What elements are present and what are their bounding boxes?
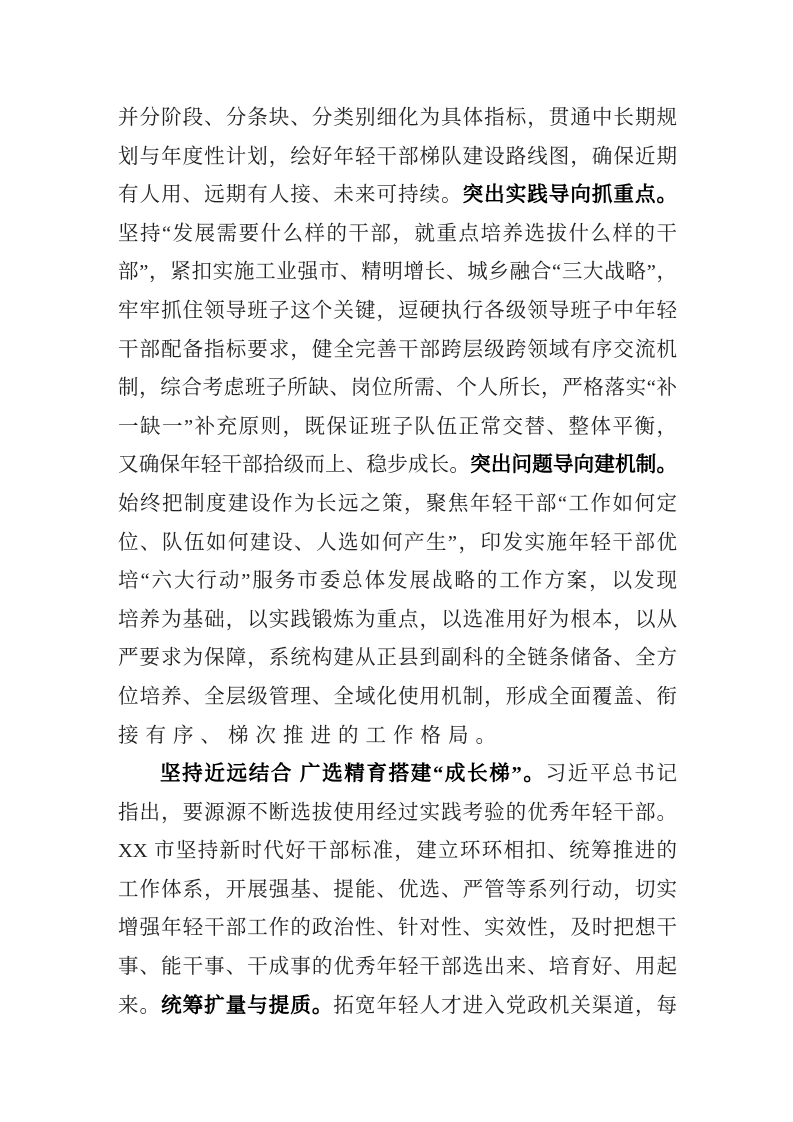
body-text: 部”，紧扣实施工业强市、精明增长、城乡融合“三大战略”，	[118, 261, 677, 284]
text-line	[118, 717, 677, 756]
text-line	[118, 99, 677, 138]
text-line	[118, 601, 677, 640]
body-text: 严要求为保障，系统构建从正县到副科的全链条储备、全方	[118, 647, 677, 670]
body-text: 培“六大行动”服务市委总体发展战略的工作方案，以发现	[118, 570, 677, 593]
body-text: 事、能干事、干成事的优秀年轻干部选出来、培育好、用起	[118, 956, 677, 979]
text-line	[118, 176, 677, 215]
text-line	[118, 909, 677, 948]
body-text: 来。	[118, 994, 162, 1017]
body-text: 划与年度性计划，绘好年轻干部梯队建设路线图，确保近期	[118, 145, 677, 168]
body-text: 并分阶段、分条块、分类别细化为具体指标，贯通中长期规	[118, 107, 677, 129]
body-text: 又确保年轻干部拾级而上、稳步成长。	[118, 454, 471, 477]
body-text: 指出，要源源不断选拔使用经过实践考验的优秀年轻干部。	[118, 801, 677, 824]
text-line	[118, 215, 677, 254]
text-line	[118, 948, 677, 987]
body-text: 拓宽年轻人才进入党政机关渠道，每	[333, 994, 678, 1017]
body-text: 始终把制度建设作为长远之策，聚焦年轻干部“工作如何定	[118, 492, 677, 515]
text-line	[118, 987, 677, 1026]
text-line	[118, 524, 677, 563]
body-text: 培养为基础，以实践锻炼为重点，以选准用好为根本，以从	[118, 608, 677, 631]
text-line	[118, 755, 677, 794]
body-text: 干部配备指标要求，健全完善干部跨层级跨领域有序交流机	[118, 338, 677, 361]
text-line	[118, 331, 677, 370]
text-line	[118, 832, 677, 871]
body-text: 位培养、全层级管理、全域化使用机制，形成全面覆盖、衔	[118, 685, 677, 708]
body-text: 工作体系，开展强基、提能、优选、严管等系列行动，切实	[118, 878, 677, 901]
text-line	[118, 562, 677, 601]
text-line	[118, 485, 677, 524]
bold-heading-text: 突出实践导向抓重点。	[462, 184, 678, 207]
body-text: XX 市坚持新时代好干部标准，建立环环相扣、统筹推进的	[118, 840, 677, 863]
body-text: 接有序、梯次推进的工作格局。	[118, 724, 503, 747]
text-line	[118, 678, 677, 717]
bold-heading-text: 突出问题导向建机制。	[470, 454, 678, 477]
body-text: 制，综合考虑班子所缺、岗位所需、个人所长，严格落实“补	[118, 377, 677, 400]
text-line	[118, 446, 677, 485]
body-text: 增强年轻干部工作的政治性、针对性、实效性，及时把想干	[118, 917, 677, 940]
bold-heading-text: 统筹扩量与提质。	[161, 994, 334, 1017]
text-line	[118, 408, 677, 447]
body-text: 习近平总书记	[545, 763, 678, 786]
body-text: 牢牢抓住领导班子这个关键，逗硬执行各级领导班子中年轻	[118, 299, 677, 322]
body-text: 有人用、远期有人接、未来可持续。	[118, 184, 463, 207]
bold-heading-text: 坚持近远结合 广选精育搭建“成长梯”。	[160, 763, 546, 786]
document-body	[118, 99, 677, 1025]
text-line	[118, 639, 677, 678]
body-text: 位、队伍如何建设、人选如何产生”，印发实施年轻干部优	[118, 531, 677, 554]
text-line	[118, 794, 677, 833]
body-text: 一缺一”补充原则，既保证班子队伍正常交替、整体平衡，	[118, 415, 677, 438]
text-line	[118, 253, 677, 292]
text-line	[118, 369, 677, 408]
text-line	[118, 871, 677, 910]
text-line	[118, 138, 677, 177]
text-line	[118, 292, 677, 331]
body-text: 坚持“发展需要什么样的干部，就重点培养选拔什么样的干	[118, 222, 677, 245]
